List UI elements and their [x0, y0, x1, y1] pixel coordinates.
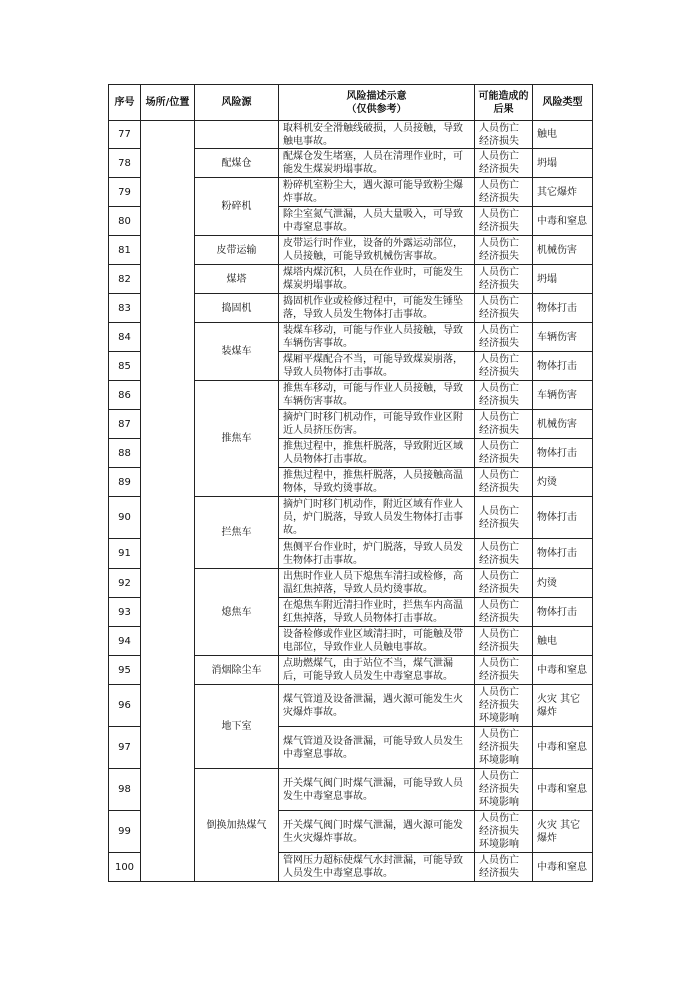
seq-cell: 87	[109, 410, 141, 439]
consequence-cell: 人员伤亡 经济损失	[475, 656, 533, 685]
risk-type-cell: 物体打击	[533, 598, 593, 627]
risk-type-cell: 机械伤害	[533, 410, 593, 439]
risk-type-cell: 物体打击	[533, 294, 593, 323]
risk-source-cell: 捣固机	[195, 294, 279, 323]
consequence-cell: 人员伤亡 经济损失	[475, 178, 533, 207]
risk-source-cell: 倒换加热煤气	[195, 769, 279, 882]
risk-type-cell: 坍塌	[533, 265, 593, 294]
risk-description-cell: 点助燃煤气，由于站位不当，煤气泄漏后，可能导致人员发生中毒窒息事故。	[279, 656, 475, 685]
seq-cell: 81	[109, 236, 141, 265]
table-row	[109, 121, 593, 149]
table-body	[109, 121, 593, 882]
risk-description-cell: 煤塔内煤沉积，人员在作业时，可能发生煤炭坍塌事故。	[279, 265, 475, 294]
seq-cell: 95	[109, 656, 141, 685]
risk-description-cell: 装煤车移动，可能与作业人员接触，导致车辆伤害事故。	[279, 323, 475, 352]
seq-cell: 90	[109, 497, 141, 539]
header-location: 场所/位置	[141, 85, 195, 121]
risk-type-cell: 灼烫	[533, 468, 593, 497]
risk-source-cell: 推焦车	[195, 381, 279, 497]
consequence-cell: 人员伤亡 经济损失	[475, 207, 533, 236]
risk-description-cell: 摘炉门时移门机动作，附近区域有作业人员，炉门脱落，导致人员发生物体打击事故。	[279, 497, 475, 539]
risk-source-cell: 配煤仓	[195, 149, 279, 178]
header-desc-line1: 风险描述示意	[346, 90, 407, 102]
seq-cell: 96	[109, 685, 141, 727]
consequence-cell: 人员伤亡 经济损失	[475, 294, 533, 323]
header-source: 风险源	[195, 85, 279, 121]
risk-type-cell: 中毒和窒息	[533, 207, 593, 236]
seq-cell: 85	[109, 352, 141, 381]
risk-description-cell: 煤气管道及设备泄漏，遇火源可能发生火灾爆炸事故。	[279, 685, 475, 727]
risk-type-cell: 火灾 其它爆炸	[533, 685, 593, 727]
risk-description-cell: 推焦过程中，推焦杆脱落，导致附近区域人员物体打击事故。	[279, 439, 475, 468]
risk-description-cell: 煤厢平煤配合不当，可能导致煤炭崩落，导致人员物体打击事故。	[279, 352, 475, 381]
consequence-cell: 人员伤亡 经济损失	[475, 569, 533, 598]
header-type: 风险类型	[533, 85, 593, 121]
seq-cell: 99	[109, 811, 141, 853]
seq-cell: 100	[109, 853, 141, 882]
consequence-cell: 人员伤亡 经济损失	[475, 468, 533, 497]
risk-type-cell: 触电	[533, 121, 593, 149]
consequence-cell: 人员伤亡 经济损失 环境影响	[475, 727, 533, 769]
risk-type-cell: 车辆伤害	[533, 381, 593, 410]
risk-type-cell: 中毒和窒息	[533, 656, 593, 685]
consequence-cell: 人员伤亡 经济损失	[475, 853, 533, 882]
risk-source-cell: 地下室	[195, 685, 279, 769]
risk-type-cell: 中毒和窒息	[533, 853, 593, 882]
risk-type-cell: 火灾 其它爆炸	[533, 811, 593, 853]
table-header	[109, 85, 593, 121]
risk-source-cell: 粉碎机	[195, 178, 279, 236]
seq-cell: 88	[109, 439, 141, 468]
seq-cell: 92	[109, 569, 141, 598]
seq-cell: 98	[109, 769, 141, 811]
consequence-cell: 人员伤亡 经济损失	[475, 539, 533, 569]
seq-cell: 79	[109, 178, 141, 207]
seq-cell: 91	[109, 539, 141, 569]
consequence-cell: 人员伤亡 经济损失 环境影响	[475, 769, 533, 811]
risk-type-cell: 物体打击	[533, 439, 593, 468]
risk-source-cell: 煤塔	[195, 265, 279, 294]
risk-type-cell: 物体打击	[533, 539, 593, 569]
seq-cell: 78	[109, 149, 141, 178]
consequence-cell: 人员伤亡 经济损失	[475, 627, 533, 656]
consequence-cell: 人员伤亡 经济损失 环境影响	[475, 685, 533, 727]
consequence-cell: 人员伤亡 经济损失	[475, 439, 533, 468]
seq-cell: 82	[109, 265, 141, 294]
risk-description-cell: 推焦过程中，推焦杆脱落，人员接触高温物体，导致灼烫事故。	[279, 468, 475, 497]
risk-description-cell: 开关煤气阀门时煤气泄漏，遇火源可能发生火灾爆炸事故。	[279, 811, 475, 853]
consequence-cell: 人员伤亡 经济损失	[475, 410, 533, 439]
risk-table	[108, 84, 593, 882]
seq-cell: 80	[109, 207, 141, 236]
header-row	[109, 85, 593, 121]
risk-description-cell: 配煤仓发生堵塞，人员在清理作业时，可能发生煤炭坍塌事故。	[279, 149, 475, 178]
risk-description-cell: 煤气管道及设备泄漏，可能导致人员发生中毒窒息事故。	[279, 727, 475, 769]
risk-source-cell: 消烟除尘车	[195, 656, 279, 685]
seq-cell: 84	[109, 323, 141, 352]
risk-description-cell: 出焦时作业人员下熄焦车清扫或检修，高温红焦掉落，导致人员灼烫事故。	[279, 569, 475, 598]
risk-description-cell: 推焦车移动，可能与作业人员接触，导致车辆伤害事故。	[279, 381, 475, 410]
consequence-cell: 人员伤亡 经济损失	[475, 236, 533, 265]
consequence-cell: 人员伤亡 经济损失	[475, 381, 533, 410]
consequence-cell: 人员伤亡 经济损失	[475, 265, 533, 294]
risk-type-cell: 车辆伤害	[533, 323, 593, 352]
risk-type-cell: 坍塌	[533, 149, 593, 178]
consequence-cell: 人员伤亡 经济损失	[475, 497, 533, 539]
risk-description-cell: 焦侧平台作业时，炉门脱落，导致人员发生物体打击事故。	[279, 539, 475, 569]
header-seq: 序号	[109, 85, 141, 121]
header-desc	[279, 85, 475, 121]
risk-description-cell: 粉碎机室粉尘大，遇火源可能导致粉尘爆炸事故。	[279, 178, 475, 207]
risk-description-cell: 除尘室氮气泄漏，人员大量吸入，可导致中毒窒息事故。	[279, 207, 475, 236]
consequence-cell: 人员伤亡 经济损失	[475, 149, 533, 178]
risk-type-cell: 物体打击	[533, 352, 593, 381]
risk-description-cell: 设备检修或作业区域清扫时，可能触及带电部位，导致作业人员触电事故。	[279, 627, 475, 656]
risk-type-cell: 物体打击	[533, 497, 593, 539]
risk-description-cell: 摘炉门时移门机动作，可能导致作业区附近人员挤压伤害。	[279, 410, 475, 439]
risk-source-cell: 熄焦车	[195, 569, 279, 656]
risk-description-cell: 在熄焦车附近清扫作业时，拦焦车内高温红焦掉落，导致人员物体打击事故。	[279, 598, 475, 627]
risk-source-cell: 皮带运输	[195, 236, 279, 265]
risk-type-cell: 中毒和窒息	[533, 727, 593, 769]
risk-type-cell: 其它爆炸	[533, 178, 593, 207]
risk-source-cell	[195, 121, 279, 149]
consequence-cell: 人员伤亡 经济损失	[475, 352, 533, 381]
consequence-cell: 人员伤亡 经济损失	[475, 323, 533, 352]
seq-cell: 83	[109, 294, 141, 323]
risk-description-cell: 取料机安全滑触线破损，人员接触，导致触电事故。	[279, 121, 475, 149]
risk-description-cell: 管网压力超标使煤气水封泄漏，可能导致人员发生中毒窒息事故。	[279, 853, 475, 882]
risk-source-cell: 拦焦车	[195, 497, 279, 569]
risk-source-cell: 装煤车	[195, 323, 279, 381]
risk-type-cell: 灼烫	[533, 569, 593, 598]
seq-cell: 94	[109, 627, 141, 656]
seq-cell: 77	[109, 121, 141, 149]
header-desc-line2: （仅供参考）	[346, 103, 407, 115]
seq-cell: 93	[109, 598, 141, 627]
risk-description-cell: 开关煤气阀门时煤气泄漏，可能导致人员发生中毒窒息事故。	[279, 769, 475, 811]
risk-type-cell: 机械伤害	[533, 236, 593, 265]
location-cell	[141, 121, 195, 882]
consequence-cell: 人员伤亡 经济损失 环境影响	[475, 811, 533, 853]
risk-description-cell: 皮带运行时作业，设备的外露运动部位，人员接触，可能导致机械伤害事故。	[279, 236, 475, 265]
seq-cell: 86	[109, 381, 141, 410]
header-consequence: 可能造成的后果	[475, 85, 533, 121]
consequence-cell: 人员伤亡 经济损失	[475, 598, 533, 627]
risk-description-cell: 捣固机作业或检修过程中，可能发生锤坠落，导致人员发生物体打击事故。	[279, 294, 475, 323]
risk-type-cell: 中毒和窒息	[533, 769, 593, 811]
risk-type-cell: 触电	[533, 627, 593, 656]
seq-cell: 97	[109, 727, 141, 769]
seq-cell: 89	[109, 468, 141, 497]
consequence-cell: 人员伤亡 经济损失	[475, 121, 533, 149]
